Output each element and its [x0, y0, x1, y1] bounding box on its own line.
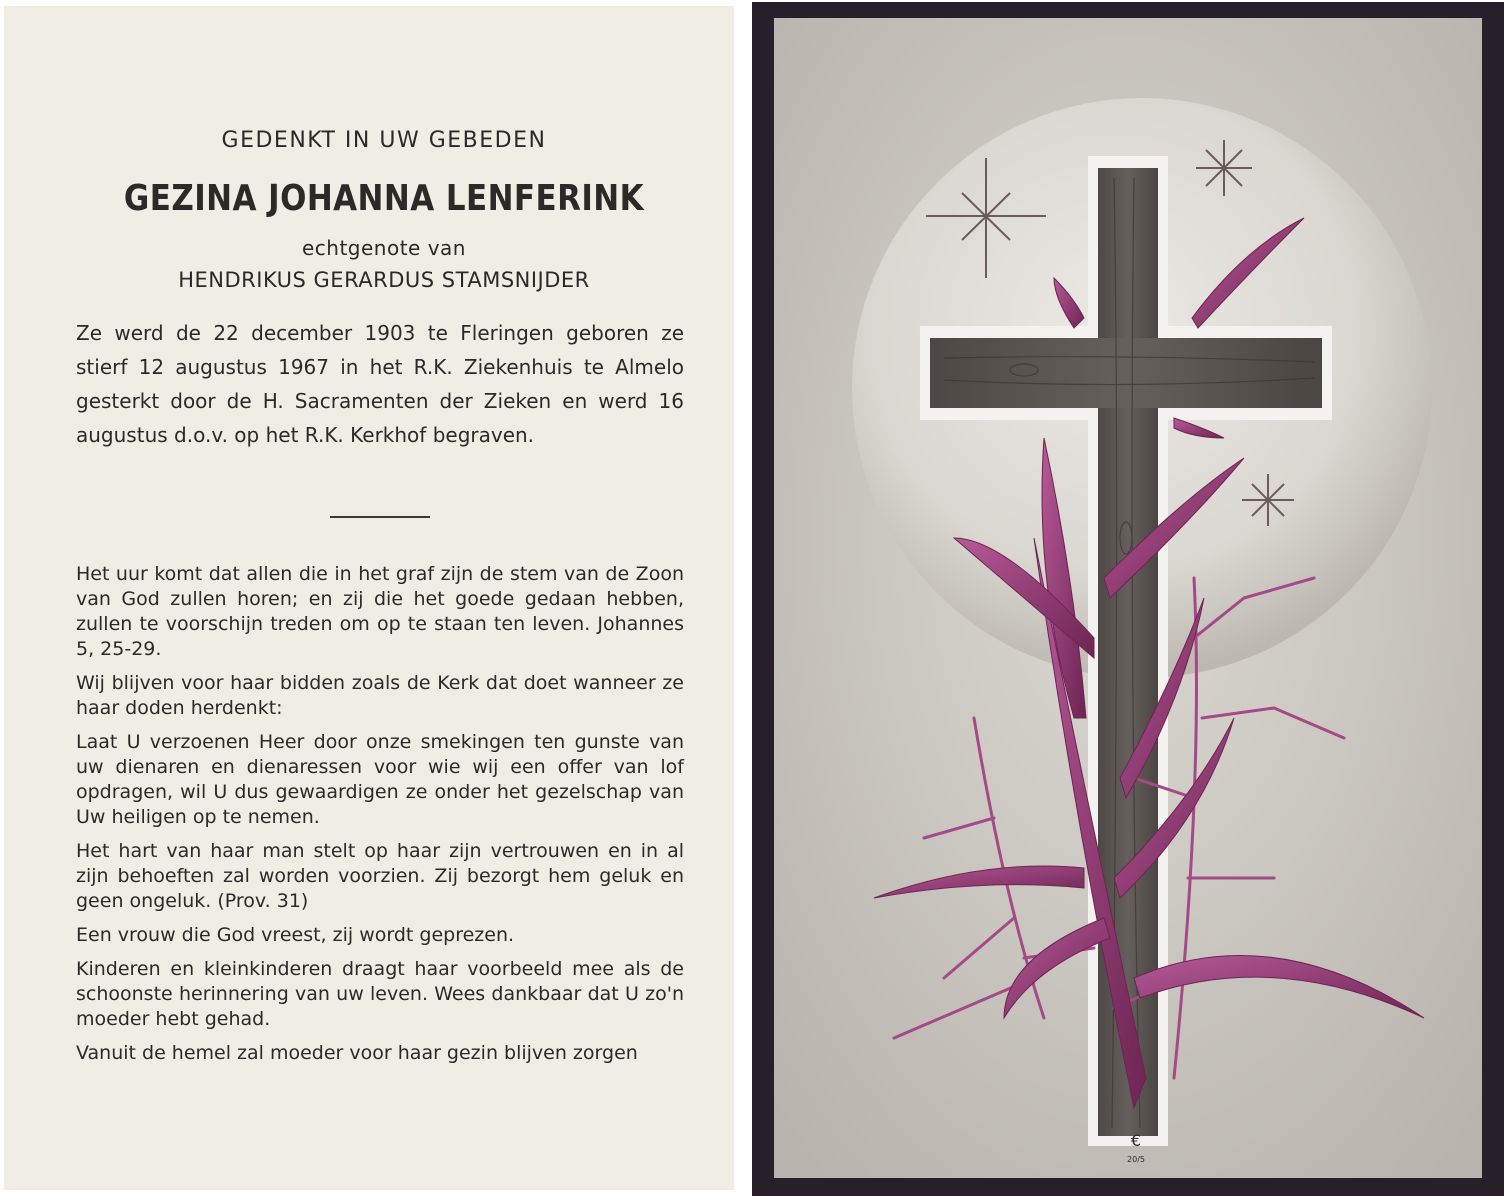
- spouse-label: echtgenote van: [301, 236, 466, 260]
- deceased-name: GEZINA JOHANNA LENFERINK: [123, 178, 645, 219]
- divider-line: [330, 516, 430, 518]
- verse-paragraph: Het uur komt dat allen die in het graf zijn de stem van de Zoon van God zullen horen; en zij die het goede gedaan hebben, zullen te voorschijn treden om op te staan ten leven. Johannes 5, 25-29.: [76, 563, 684, 660]
- verse-paragraph: Wij blijven voor haar bidden zoals de Kerk dat doet wanneer ze haar doden herdenkt:: [76, 672, 684, 719]
- print-code: 20/5: [1127, 1155, 1145, 1164]
- verse-paragraph: Het hart van haar man stelt op haar zijn vertrouwen en in al zijn behoeften zal worden voorzien. Zij bezorgt hem geluk en geen ongeluk. (Prov. 31): [76, 840, 684, 912]
- illustration-panel: [774, 18, 1482, 1178]
- publisher-mark: €: [1130, 1131, 1142, 1150]
- spouse-name: HENDRIKUS GERARDUS STAMSNIJDER: [178, 268, 590, 292]
- verse-paragraph: Vanuit de hemel zal moeder voor haar gezin blijven zorgen: [76, 1042, 638, 1064]
- verses-block: [76, 562, 684, 1075]
- verse-paragraph: Laat U verzoenen Heer door onze smekingen ten gunste van uw dienaren en dienaressen voor wie wij een offer van lof opdragen, wil U dus gewaardigen ze onder het gezelschap van Uw heiligen op te nemen.: [76, 731, 684, 828]
- verse-paragraph: Kinderen en kleinkinderen draagt haar voorbeeld mee als de schoonste herinnering van uw leven. Wees dankbaar dat U zo'n moeder hebt gehad.: [76, 958, 684, 1030]
- memorial-card-image-side: [752, 2, 1504, 1196]
- cross-illustration: [774, 18, 1482, 1178]
- memorial-card-text-side: [4, 6, 734, 1190]
- biography-paragraph: Ze werd de 22 december 1903 te Fleringen geboren ze stierf 12 augustus 1967 in het R.K. Ziekenhuis te Almelo gesterkt door de H. Sacramenten der Zieken en werd 16 augustus d.o.v. op het R.K. Kerkhof begraven.: [76, 321, 684, 447]
- card-heading: GEDENKT IN UW GEBEDEN: [221, 128, 547, 153]
- verse-paragraph: Een vrouw die God vreest, zij wordt geprezen.: [76, 924, 515, 946]
